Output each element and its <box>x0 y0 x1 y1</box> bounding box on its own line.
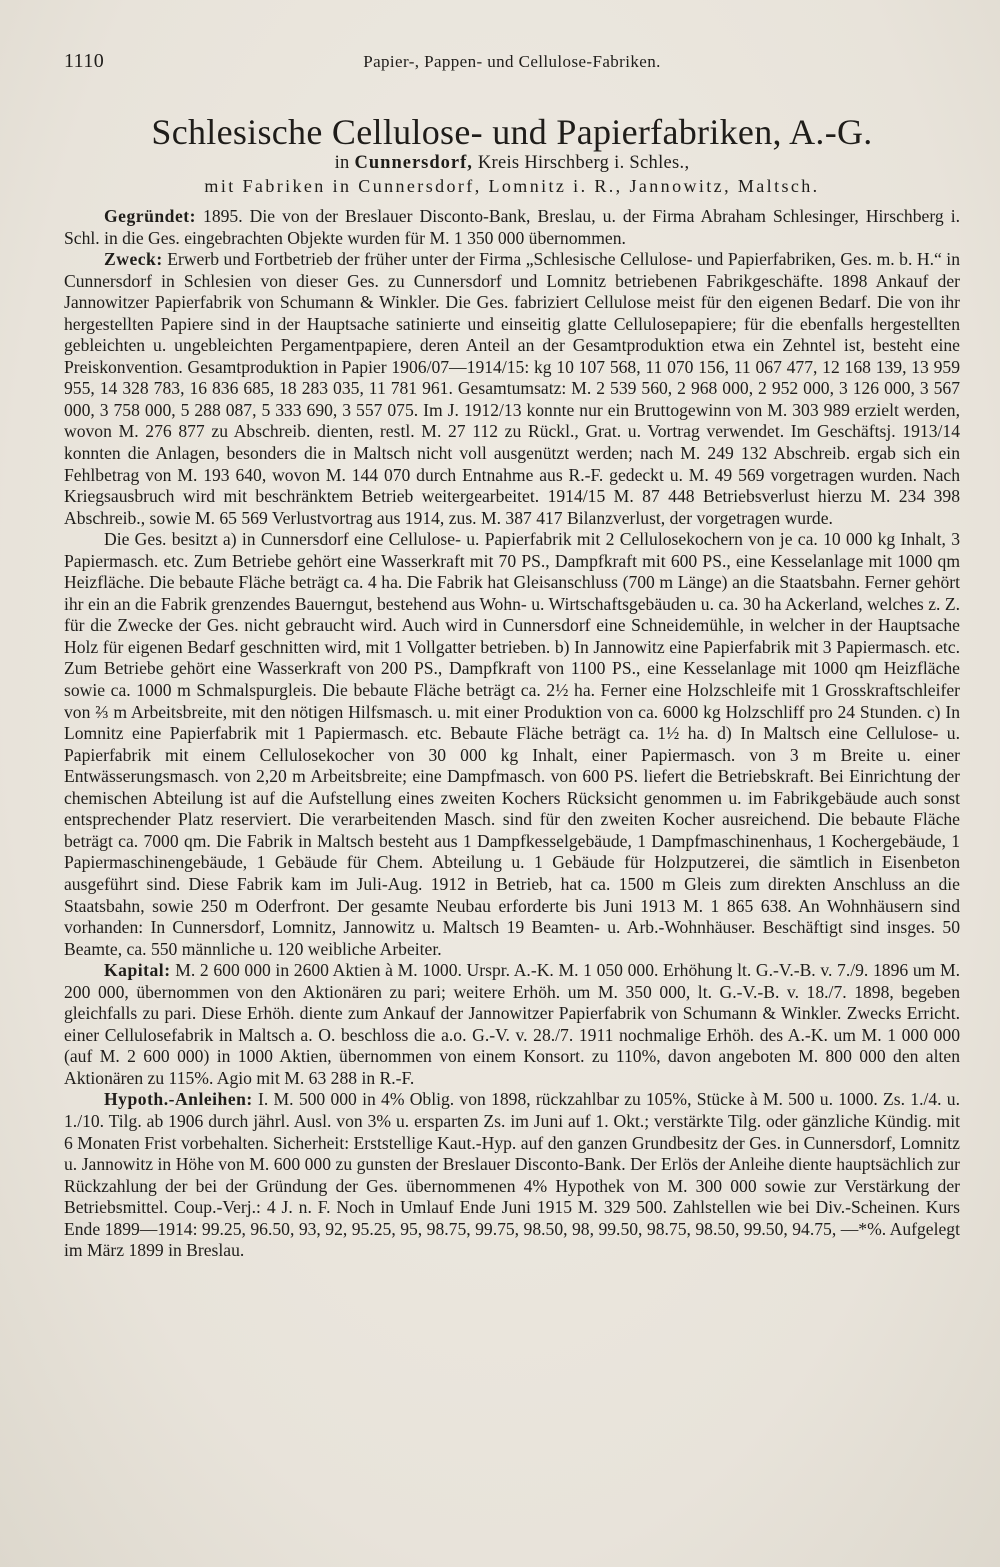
besitz-text-b3: m Arbeitsbreite, mit den nötigen Hilfsmasch. u. mit einer Produktion von ca. 6000 kg Holzschliff pro 24 Stunden. c) In Lomnitz eine Papierfabrik mit 1 Papiermasch. etc. Bebaute Fläche beträgt ca. <box>64 701 961 744</box>
besitz-text: Die Ges. besitzt a) in Cunnersdorf eine Cellulose- u. Papierfabrik mit 2 Cellulosekochern von je ca. 10 000 kg Inhalt, 3 Papiermasch. etc. Zum Betriebe gehört eine Wasserkraft mit 70 PS., Dampfkraft mit 600 PS., eine Kesselanlage mit 1000 qm Heizfläche. Die bebaute Fläche beträgt ca. 4 ha. Die Fabrik hat Gleisanschluss (700 m Länge) an die Staatsbahn. Ferner gehört ihr ein an die Fabrik grenzendes Bauerngut, bestehend aus Wohn- u. Wirtschaftsgebäuden u. ca. 30 ha Ackerland, welches z. Z. für die Zwecke der Ges. nicht gebraucht wird. Auch wird in Cunnersdorf eine Schneidemühle, in welcher in der Hauptsache Holz für eigenen Bedarf geschnitten wird, mit 1 Vollgatter betrieben. b) In Jannowitz eine Papierfabrik mit 3 Papiermasch. etc. Zum Betriebe gehört eine Wasserkraft von 200 PS., Dampfkraft von 1100 PS., eine Kesselanlage mit 1000 qm Heizfläche sowie ca. 1000 m Schmalspurgleis. Die bebaute Fläche beträgt ca. <box>64 529 960 701</box>
hypoth-percent-1: % <box>389 1089 405 1110</box>
company-title: Schlesische Cellulose- und Papierfabriken, A.-G. <box>151 112 873 152</box>
hypoth-text-3: , Stücke à M. 500 u. 1000. Zs. 1./4. u. 1./10. Tilg. ab 1906 durch jährl. Ausl. von 3 <box>64 1089 961 1131</box>
hypoth-text-5: Hypothek von M. 300 000 sowie zur Verstärkung der Betriebsmittel. Coup.-Verj.: 4 J. n. F. Noch in Umlauf Ende Juni 1915 M. 329 500. Zahlstellen wie bei Div.-Scheinen. Kurs Ende 1899—1914: 99.25, 96.50, 93, 92, 95.25, 95, 98.75, 99.75, 98.50, 98, 99.50, 98.75, 98.50, 99.50, 94.75, —* <box>64 1175 960 1239</box>
besitz-text-b2: ha. Ferner eine Holzschleife mit 1 Grosskraftschleifer von <box>64 680 960 722</box>
kapital-text-3: . Agio mit M. 63 288 in R.-F. <box>208 1067 415 1088</box>
kapital-percent-2: % <box>194 1067 209 1088</box>
besitz-area-b: 2½ <box>546 680 569 701</box>
hypoth-text-6: . Aufgelegt im März 1899 in Breslau. <box>64 1218 960 1261</box>
hypoth-text: I. M. 500 000 in 4 <box>258 1089 390 1110</box>
gegruendet-text: 1895. Die von der Breslauer Disconto-Bank, Breslau, u. der Firma Abraham Schlesinger, Hirschberg i. Schl. in die Ges. eingebrachten Objekte wurden für M. 1 350 000 übernommen. <box>64 206 960 248</box>
location-place: Cunnersdorf, <box>354 153 473 173</box>
running-title: Papier-, Pappen- und Cellulose-Fabriken. <box>363 52 661 71</box>
running-head <box>64 50 960 82</box>
section-zweck <box>64 249 960 529</box>
besitz-text-c2: ha. d) In Maltsch eine Cellulose- u. Papierfabrik mit einem Cellulosekocher von 30 000 kg Inhalt, einer Papiermasch. von 3 m Breite u. einer Entwässerungsmasch. von 2,20 m Arbeitsbreite; eine Dampfmasch. von 600 PS. liefert die Betriebskraft. Bei Einrichtung der chemischen Abteilung ist auf die Aufstellung eines zweiten Kochers Rücksicht genommen u. im Fabrikgebäude auch sonst entsprechender Platz reserviert. Die verarbeitenden Masch. sind für den zweiten Kocher ausreichend. Die bebaute Fläche beträgt ca. 7000 qm. Die Fabrik in Maltsch besteht aus 1 Dampfkesselgebäude, 1 Dampfmaschinenhaus, 1 Kochergebäude, 1 Papiermaschinengebäude, 1 Gebäude für Chem. Abteilung u. 1 Gebäude für Holzputzerei, die sämtlich in Eisenbeton ausgeführt sind. Diese Fabrik kam im Juli-Aug. 1912 in Betrieb, hat ca. 1500 m Gleis zum direkten Anschluss an die Staatsbahn, sowie 250 m Oderfront. Der gesamte Neubau erforderte bis Juni 1913 M. 1 865 638. An Wohnhäusern sind vorhanden: In Cunnersdorf, Lomnitz, Jannowitz u. Maltsch 19 Beamten- u. Arb.-Wohnhäuser. Beschäftigt sind insges. 50 Beamte, ca. 550 männliche u. 120 weibliche Arbeiter. <box>64 723 960 959</box>
location-suffix: Kreis Hirschberg i. Schles., <box>477 153 690 173</box>
hypoth-text-2: Oblig. von 1898, rückzahlbar zu 105 <box>409 1089 673 1110</box>
zweck-text: Erwerb und Fortbetrieb der früher unter der Firma „Schlesische Cellulose- und Papierfabriken, Ges. m. b. H.“ in Cunnersdorf in Schlesien von dieser Ges. zu Cunnersdorf und Lomnitz betriebenen Fabrikgeschäfte. 1898 Ankauf der Jannowitzer Papierfabrik von Schumann & Winkler. Die Ges. fabriziert Cellulose meist für den eigenen Bedarf. Die von ihr hergestellten Papiere sind in der Hauptsache satinierte und einseitig glatte Cellulosepapiere; für die ebenfalls hergestellten gebleichten u. ungebleichten Pergamentpapiere, deren Anteil an der Gesamtproduktion etwa ein Zehntel ist, besteht eine Preiskonvention. Gesamtproduktion in Papier 1906/07—1914/15: kg 10 107 568, 11 070 156, 11 067 477, 12 168 139, 13 959 955, 14 328 783, 16 836 685, 18 283 035, 11 781 961. Gesamtumsatz: M. 2 539 560, 2 968 000, 2 952 000, 3 126 000, 3 567 000, 3 758 000, 5 288 087, 5 333 690, 3 557 075. Im J. 1912/13 konnte nur ein Bruttogewinn von M. 303 989 erzielt werden, wovon M. 276 877 zu Abschreib. dienten, restl. M. 27 112 zu Rückl., Grat. u. Vortrag verwendet. Im Geschäftsj. 1913/14 konnten die Anlagen, besonders die in Maltsch nicht voll ausgenützt werden; nach M. 249 132 Abschreib. ergab sich ein Fehlbetrag von M. 193 640, wovon M. 144 070 durch Entnahme aus R.-F. gedeckt u. M. 49 569 vorgetragen wurden. Nach Kriegsausbruch wird mit beschränktem Betrieb weitergearbeitet. 1914/15 M. 87 448 Betriebsverlust hierzu M. 234 398 Abschreib., sowie M. 65 569 Verlustvortrag aus 1914, zus. M. 387 417 Bilanzverlust, der vorgetragen wurde. <box>64 249 960 528</box>
page-number: 1110 <box>64 50 105 72</box>
section-gegruendet <box>64 206 960 249</box>
hypoth-label: Hypoth.-Anleihen: <box>104 1089 253 1110</box>
kapital-label: Kapital: <box>104 960 171 981</box>
hypoth-percent-2: % <box>672 1089 688 1110</box>
hypoth-percent-5: % <box>867 1218 882 1239</box>
section-hypoth <box>64 1089 960 1261</box>
zweck-label: Zweck: <box>104 249 163 270</box>
company-location <box>64 152 960 175</box>
kapital-text: M. 2 600 000 in 2600 Aktien à M. 1000. Urspr. A.-K. M. 1 050 000. Erhöhung lt. G.-V.-B. v. 7./9. 1896 um M. 200 000, übernommen von den Aktionären zu pari; weitere Erhöh. um M. 350 000, lt. G.-V.-B. v. 18./7. 1898, begeben gleichfalls zu pari. Diese Erhöh. diente zum Ankauf der Jannowitzer Papierfabrik von Schumann & Winkler. Zwecks Erricht. einer Cellulosefabrik in Maltsch a. O. beschloss die a.o. G.-V. v. 28./7. 1911 nochmalige Erhöh. des A.-K. um M. 1 000 000 (auf M. 2 600 000) in 1000 Aktien, übernommen von einem Konsort. zu 110 <box>64 960 960 1067</box>
entry-body <box>64 206 960 1262</box>
section-besitz <box>64 529 960 960</box>
besitz-area-c: 1½ <box>657 723 680 744</box>
company-factories: mit Fabriken in Cunnersdorf, Lomnitz i. R., Jannowitz, Maltsch. <box>204 176 820 196</box>
section-kapital <box>64 960 960 1089</box>
gegruendet-label: Gegründet: <box>104 206 196 226</box>
kapital-text-2: , davon angeboten M. 800 000 den alten Aktionären zu 115 <box>64 1046 961 1088</box>
hypoth-percent-3: % <box>376 1110 392 1131</box>
hypoth-percent-4: % <box>532 1175 548 1196</box>
hypoth-text-4: u. ersparten Zs. im Juni auf 1. Okt.; verstärkte Tilg. oder gänzliche Kündig. mit 6 Monaten Frist vorbehalten. Sicherheit: Erststellige Kaut.-Hyp. auf den ganzen Grundbesitz der Ges. in Cunnersdorf, Lomnitz u. Jannowitz in Höhe von M. 600 000 zu gunsten der Breslauer Disconto-Bank. Der Erlös der Anleihe diente hauptsächlich zur Rückzahlung der bei der Gründung der Ges. übernommenen 4 <box>64 1110 961 1196</box>
location-prefix: in <box>334 153 350 173</box>
kapital-percent-1: % <box>641 1046 657 1067</box>
besitz-width-fraction: ⅔ <box>95 701 109 722</box>
